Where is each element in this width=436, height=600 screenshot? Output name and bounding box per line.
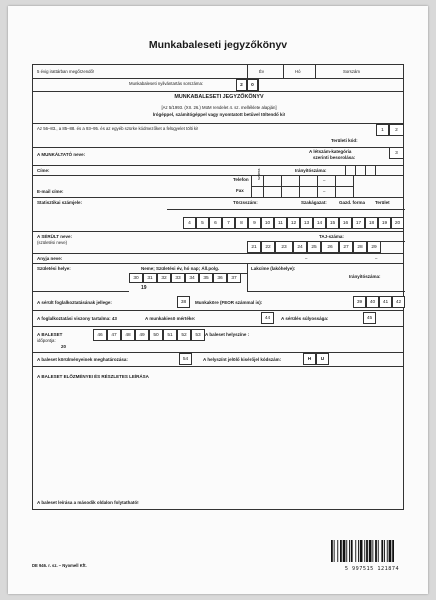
registry-label: Munkabaleseti nyilvántartás sorszáma: xyxy=(129,81,204,86)
code-box[interactable]: 42 xyxy=(392,296,405,308)
birth-data-label: Neme; Születési év, hó nap; Áll.polg. xyxy=(141,266,220,271)
injured-birth-name-label: (születési neve) xyxy=(37,240,68,245)
code-box[interactable]: 32 xyxy=(157,273,171,283)
month-label: Hó xyxy=(295,69,301,74)
accident-report-form xyxy=(32,64,404,510)
code-box[interactable]: 7 xyxy=(222,217,235,229)
code-box[interactable]: 11 xyxy=(274,217,287,229)
accident-time-label: időpontja: xyxy=(37,338,56,343)
code-box[interactable]: 47 xyxy=(107,329,121,341)
code-box[interactable]: 9 xyxy=(248,217,261,229)
work-loss-label: A munkakiesö mértéke: xyxy=(145,316,196,321)
code-box[interactable]: 6 xyxy=(209,217,222,229)
area-label: Terület xyxy=(375,200,390,205)
year-label: Év xyxy=(259,69,265,74)
code-box[interactable]: 51 xyxy=(163,329,177,341)
injured-label: A SÉRÜLT neve: xyxy=(37,234,73,239)
code-box[interactable]: 2 xyxy=(389,124,404,136)
registry-digit[interactable]: 2 xyxy=(236,79,247,91)
mother-name-label: Anyja neve: xyxy=(37,256,63,261)
code-box[interactable]: 46 xyxy=(93,329,107,341)
code-box[interactable]: 26 xyxy=(321,241,339,253)
code-box[interactable]: 48 xyxy=(121,329,135,341)
code-box[interactable]: 17 xyxy=(352,217,365,229)
fax-label: Fax xyxy=(236,188,244,193)
code-box[interactable]: 23 xyxy=(275,241,293,253)
code-box[interactable]: 12 xyxy=(287,217,300,229)
code-box[interactable]: 44 xyxy=(261,312,274,324)
code-box[interactable]: 25 xyxy=(307,241,321,253)
barcode xyxy=(330,540,414,572)
decree-line: [Az 5/1993. (XII. 26.) MüM rendelet 4. sz. melléklete alapján] xyxy=(161,105,277,110)
job-label: Munkaköre (FEOR számmal is): xyxy=(195,300,263,305)
register-no-label: Törzsszám: xyxy=(233,200,258,205)
code-box-h[interactable]: H xyxy=(303,353,316,365)
code-box[interactable]: 20 xyxy=(391,217,404,229)
ssn-label: TAJ-száma: xyxy=(319,234,344,239)
code-box[interactable]: 50 xyxy=(149,329,163,341)
zip-label: Irányítószáma: xyxy=(295,168,327,173)
code-box[interactable]: 34 xyxy=(185,273,199,283)
code-box[interactable]: 49 xyxy=(135,329,149,341)
code-box[interactable]: 5 xyxy=(196,217,209,229)
circumstances-label: A baleset körülményeinek meghatározása: xyxy=(37,357,128,362)
code-box[interactable]: 8 xyxy=(235,217,248,229)
code-box[interactable]: 1 xyxy=(376,124,389,136)
barcode-text: 5 997515 121874 xyxy=(344,565,400,572)
code-box[interactable]: 37 xyxy=(227,273,241,283)
code-box[interactable]: 27 xyxy=(339,241,353,253)
code-box[interactable]: 36 xyxy=(213,273,227,283)
description-heading: A BALESET ELŐZMÉNYEI ÉS RÉSZLETES LEÍRÁSA xyxy=(37,374,149,379)
code-box[interactable]: 33 xyxy=(171,273,185,283)
severity-label: A sérülés súlyossága: xyxy=(281,316,329,321)
code-box[interactable]: 16 xyxy=(339,217,352,229)
code-box[interactable]: 41 xyxy=(379,296,392,308)
code-box-u[interactable]: U xyxy=(316,353,329,365)
code-box[interactable]: 15 xyxy=(326,217,339,229)
code-box[interactable]: 31 xyxy=(143,273,157,283)
employer-label: A MUNKÁLTATÓ neve: xyxy=(37,152,86,157)
employment-relation-label: A foglalkoztatási viszony tartalma: 43 xyxy=(37,316,117,321)
phone-dash: – xyxy=(323,178,326,183)
retention-note: 5 évig irattárban megőrzendő! xyxy=(37,69,95,74)
ssn-dash-2: – xyxy=(375,256,378,261)
barcode-image xyxy=(330,540,414,562)
zip-label-2: Irányítószáma: xyxy=(349,274,381,279)
code-box[interactable]: 18 xyxy=(365,217,378,229)
headcount-label: A létszám-kategória xyxy=(309,149,352,154)
birthplace-label: Születési helye: xyxy=(37,266,71,271)
code-box[interactable]: 54 xyxy=(179,353,192,365)
registry-digit[interactable]: 0 xyxy=(247,79,258,91)
code-box[interactable]: 45 xyxy=(363,312,376,324)
code-box[interactable]: 28 xyxy=(353,241,367,253)
fax-dash: – xyxy=(323,189,326,194)
code-box[interactable]: 53 xyxy=(191,329,205,341)
fill-instruction: Írógéppel, számítógéppel vagy nyomtatott betűvel töltendő ki! xyxy=(152,112,286,117)
branch-label: Szakágazat: xyxy=(301,200,327,205)
code-box[interactable]: 13 xyxy=(300,217,313,229)
code-box[interactable]: 35 xyxy=(199,273,213,283)
legal-form-label: Gazd. forma xyxy=(339,200,366,205)
address-label: Címe: xyxy=(37,168,50,173)
location-label: A baleset helyszíne : xyxy=(205,332,250,337)
code-box[interactable]: 21 xyxy=(247,241,261,253)
code-box[interactable]: 22 xyxy=(261,241,275,253)
email-label: E-mail címe: xyxy=(37,189,64,194)
inner-title: MUNKABALESETI JEGYZŐKÖNYV xyxy=(174,94,264,100)
location-code-label: A helyszínt jelölő kisérőjel kódszám: xyxy=(203,357,282,362)
footer-code: DE 946. r. sz. – Nyomell Kft. xyxy=(32,563,87,568)
form-sheet xyxy=(8,6,428,594)
stat-label: Statisztikai számjele: xyxy=(37,200,83,205)
code-box[interactable]: 10 xyxy=(261,217,274,229)
territory-code-label: Területi kód: xyxy=(331,138,358,143)
ssn-dash-1: – xyxy=(305,256,308,261)
code-box[interactable]: 39 xyxy=(353,296,366,308)
code-box[interactable]: 30 xyxy=(129,273,143,283)
year-prefix: 20 xyxy=(61,344,67,349)
code-box[interactable]: 24 xyxy=(293,241,307,253)
code-box[interactable]: 4 xyxy=(183,217,196,229)
employment-type-label: A sérült foglalkoztatásának jellege: xyxy=(37,300,112,305)
continuation-note: A baleset leírása a második oldalon folytatható! xyxy=(37,500,139,505)
headcount-label-2: szerinti besorolása: xyxy=(313,155,356,160)
accident-label: A BALESET xyxy=(37,332,63,337)
code-box[interactable]: 40 xyxy=(366,296,379,308)
number-label: száma xyxy=(256,168,261,180)
code-box[interactable]: 19 xyxy=(378,217,391,229)
code-box[interactable]: 52 xyxy=(177,329,191,341)
residence-label: Lakcíme (lakóhelye): xyxy=(251,266,296,271)
code-box[interactable]: 38 xyxy=(177,296,190,308)
code-box[interactable]: 29 xyxy=(367,241,381,253)
headcount-code[interactable]: 3 xyxy=(389,147,404,159)
phone-label: Telefon xyxy=(233,177,249,182)
century-prefix: 19 xyxy=(141,285,147,291)
fill-note: Az 56–83., a 85–88. és a 93–95. és az egyéb szürke kódmezőket a felügyelet tölti ki! xyxy=(37,126,199,131)
code-box[interactable]: 14 xyxy=(313,217,326,229)
page-title: Munkabaleseti jegyzőkönyv xyxy=(148,39,288,51)
serial-label: Sorszám xyxy=(343,69,360,74)
